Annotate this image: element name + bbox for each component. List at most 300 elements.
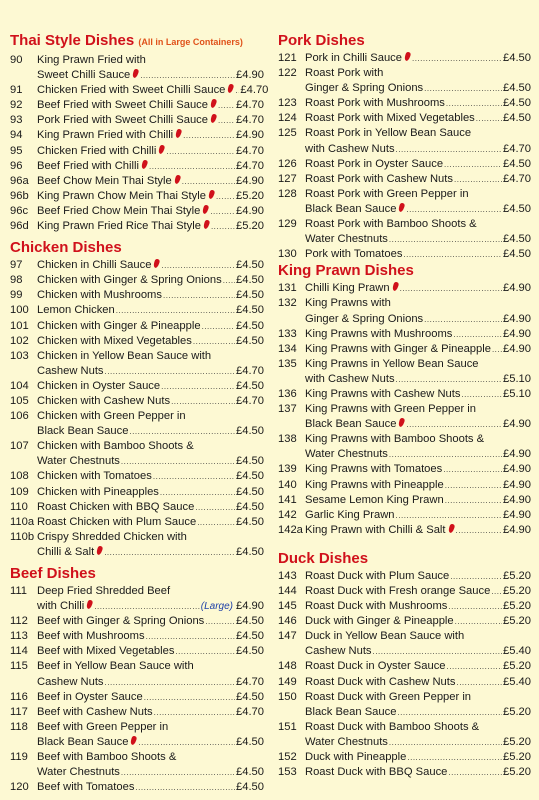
item-body [305,157,531,172]
item-price: £4.50 [503,82,531,95]
item-body [37,780,264,795]
item-name: Chicken with Ginger & Spring Onions [37,274,222,287]
item-name: Chicken with Bamboo Shoots & [37,440,194,453]
item-line [37,273,264,288]
item-body [37,204,264,219]
leader-dots [216,189,235,204]
item-price: £4.90 [503,478,531,491]
item-name: Roast Duck with Fresh orange Sauce [305,585,491,597]
menu-item [10,113,264,128]
chilli-icon [202,204,210,214]
item-body [305,569,531,584]
menu-item [10,379,264,394]
item-body [305,342,531,357]
item-body [305,765,531,780]
item-number: 101 [10,319,29,332]
item-name: Deep Fried Shredded Beef [37,585,171,597]
item-line [305,750,531,765]
item-name: Beef in Yellow Bean Sauce with [37,660,194,673]
menu-item [278,357,531,387]
leader-dots [403,247,502,262]
chilli-icon [141,159,149,169]
item-body [305,126,531,156]
item-line [37,750,264,765]
item-number: 128 [278,187,297,200]
item-number: 107 [10,440,29,453]
item-number: 112 [10,615,28,628]
item-body [37,720,264,750]
leader-dots [444,157,502,172]
item-number: 127 [278,172,297,185]
leader-dots [166,144,235,159]
item-number: 135 [278,357,297,370]
item-number: 153 [278,766,297,779]
leader-dots [424,312,502,327]
item-name: Pork in Chilli Sauce [305,52,403,64]
item-name: King Prawns with Cashew Nuts [305,387,461,400]
item-number: 147 [278,630,297,643]
leader-dots [492,342,502,357]
item-body [305,720,531,750]
item-name: King Prawns with Ginger & Pineapple [305,342,491,355]
item-name: King Prawns with [305,297,391,310]
chilli-icon [86,600,94,610]
item-name-cont: Water Chestnuts [305,233,388,246]
section-thai [10,32,269,234]
item-price: £4.50 [236,630,264,643]
item-number: 95 [10,144,23,157]
item-price: £4.50 [236,645,264,658]
menu-item [278,387,531,402]
item-name: Roast Pork with [305,67,384,80]
item-body [305,659,531,674]
item-name-cont: Cashew Nuts [305,645,372,658]
item-price: £4.90 [503,327,531,340]
item-body [37,485,264,500]
chilli-icon [203,219,211,229]
leader-dots [389,232,502,247]
item-body [37,750,264,780]
chilli-icon [398,418,406,428]
chilli-icon [132,69,140,79]
item-price: £5.20 [503,751,531,764]
leader-dots [396,142,502,157]
menu-item [278,478,531,493]
item-price: £4.50 [236,781,264,794]
item-line [305,187,531,202]
leader-dots [445,478,502,493]
item-body [37,500,264,515]
item-number: 142a [278,523,303,536]
item-line [305,735,531,750]
item-line [37,780,264,795]
item-name: King Prawns with Pineapple [305,478,444,491]
item-number: 152 [278,751,297,764]
section-note: (All in Large Containers) [138,37,243,47]
item-number: 113 [10,630,28,643]
menu-item [278,111,531,126]
item-body [305,187,531,217]
item-name: Chicken Fried with Chilli [37,144,157,157]
item-line [305,629,531,644]
item-line [37,705,264,720]
item-line [305,81,531,96]
item-name: Beef with Bamboo Shoots & [37,751,177,764]
item-number: 100 [10,304,29,317]
leader-dots [447,659,502,674]
item-name: King Prawn Fried with [37,54,146,66]
item-price: £4.90 [236,204,264,217]
menu-item [10,439,264,469]
item-line [305,675,531,690]
item-body [37,644,264,659]
item-body [305,584,531,599]
item-line [37,113,264,128]
menu-item [278,157,531,172]
item-price: £4.50 [236,334,264,347]
item-line [37,439,264,454]
item-price: £4.50 [236,766,264,779]
item-price: £4.70 [236,364,264,377]
item-name: Chicken in Chilli Sauce [37,259,152,272]
chilli-icon [391,282,399,292]
menu-item [278,247,531,262]
leader-dots [116,303,235,318]
leader-dots [223,273,235,288]
item-price: £4.90 [503,342,531,355]
item-body [305,327,531,342]
item-name-cont: with Cashew Nuts [305,372,395,385]
menu-item [278,659,531,674]
item-name: Roast Chicken with BBQ Sauce [37,500,195,513]
item-body [37,705,264,720]
item-line [37,219,264,234]
chilli-icon [208,189,216,199]
item-number: 99 [10,289,23,302]
item-body [37,83,269,98]
item-body [37,174,264,189]
item-body [37,113,264,128]
chilli-icon [210,99,218,109]
item-name-cont: Black Bean Sauce [305,705,397,718]
item-line [305,96,531,111]
menu-item [10,189,264,204]
item-price: £4.50 [503,202,531,215]
item-name: Roast Duck with BBQ Sauce [305,766,448,779]
item-price: £4.50 [236,500,264,513]
item-body [37,273,264,288]
menu-item [10,750,264,780]
leader-dots [161,379,235,394]
item-number: 132 [278,297,297,310]
item-name: King Prawns in Yellow Bean Sauce [305,357,479,370]
item-body [37,530,264,560]
item-price: £5.20 [503,569,531,582]
item-line [305,126,531,141]
item-name: Chicken in Oyster Sauce [37,379,161,392]
leader-dots [373,644,502,659]
leader-dots [140,68,235,83]
item-name: Roast Pork with Bamboo Shoots & [305,218,477,231]
item-body [37,614,264,629]
item-line [37,500,264,515]
item-name: King Prawns with Bamboo Shoots & [305,433,485,446]
item-name: Sesame Lemon King Prawn [305,493,444,506]
menu-item [278,675,531,690]
item-line [305,508,531,523]
menu-item [10,98,264,113]
item-number: 144 [278,585,297,597]
item-line [305,584,531,599]
leader-dots [448,765,502,780]
item-name: Chicken in Yellow Bean Sauce with [37,349,212,362]
item-name: Chicken with Ginger & Pineapple [37,319,201,332]
leader-dots [121,454,235,469]
menu-item [278,217,531,247]
leader-dots [121,765,235,780]
item-body [37,159,264,174]
item-line [37,485,264,500]
leader-dots [448,599,502,614]
item-name: Lemon Chicken [37,304,115,317]
item-price: £4.90 [236,69,264,82]
chilli-icon [173,174,181,184]
item-body [37,349,264,379]
item-body [305,387,531,402]
leader-dots [424,81,502,96]
item-name: Chicken with Pineapples [37,485,159,498]
leader-dots [171,394,235,409]
menu-item [278,432,531,462]
item-line [305,232,531,247]
item-price: £4.90 [503,523,531,536]
leader-dots [149,159,235,174]
item-name: Beef with Tomatoes [37,781,135,794]
item-line [305,387,531,402]
chilli-icon [398,202,406,212]
item-line [37,675,264,690]
menu-item [278,765,531,780]
item-body [37,394,264,409]
item-name: Roast Pork with Mushrooms [305,97,445,110]
item-price: £5.20 [503,660,531,673]
menu-item [278,493,531,508]
section-duck [278,550,531,780]
menu-item [278,342,531,357]
leader-dots [397,705,502,720]
item-name: Beef Fried with Sweet Chilli Sauce [37,99,208,112]
item-number: 91 [10,84,23,97]
item-line [37,614,264,629]
item-price: £4.90 [503,418,531,431]
item-line [305,720,531,735]
item-line [37,735,264,750]
menu-item [278,584,531,599]
item-name-cont: Water Chestnuts [305,735,388,748]
item-number: 129 [278,218,297,231]
item-price: £4.50 [503,97,531,110]
chilli-icon [447,523,455,533]
item-body [37,439,264,469]
item-name-cont: Water Chestnuts [37,455,120,468]
leader-dots [476,111,502,126]
item-line [305,357,531,372]
item-price: £5.20 [503,766,531,779]
item-price: £5.10 [503,372,531,385]
item-number: 90 [10,54,23,66]
menu-item [278,569,531,584]
item-line [305,217,531,232]
item-name-cont: Ginger & Spring Onions [305,312,424,325]
item-body [305,690,531,720]
item-price: £4.70 [236,159,264,172]
leader-dots [396,372,502,387]
leader-dots [443,462,502,477]
item-line [305,432,531,447]
item-line [37,629,264,644]
item-name: Roast Pork with Green Pepper in [305,187,469,200]
item-name-cont: Cashew Nuts [37,364,104,377]
item-body [37,515,264,530]
item-price: £4.50 [236,274,264,287]
item-line [37,288,264,303]
leader-dots [454,172,502,187]
section-heading: Chicken Dishes [10,239,122,257]
menu-item [10,53,264,83]
item-body [305,599,531,614]
item-name: Roast Chicken with Plum Sauce [37,515,197,528]
item-line [305,599,531,614]
item-body [305,432,531,462]
item-number: 96a [10,174,29,187]
leader-dots [235,83,239,98]
leader-dots [197,515,235,530]
leader-dots [445,493,502,508]
item-name: Pork Fried with Sweet Chilli Sauce [37,114,208,127]
menu-item [278,96,531,111]
item-price: £4.90 [503,508,531,521]
item-number: 106 [10,410,29,423]
item-price: £4.90 [236,600,264,613]
item-line [37,379,264,394]
item-name: King Prawns with Tomatoes [305,463,443,476]
menu-item [278,629,531,659]
item-number: 115 [10,660,28,673]
item-number: 139 [278,463,297,476]
leader-dots [202,319,235,334]
item-line [305,66,531,81]
item-number: 142 [278,508,297,521]
item-line [37,409,264,424]
item-number: 92 [10,99,23,112]
item-line [37,159,264,174]
item-name: Beef with Mixed Vegetables [37,645,175,658]
item-line [305,111,531,126]
leader-dots [456,523,502,538]
item-name: Beef Chow Mein Thai Style [37,174,172,187]
item-line [37,349,264,364]
item-number: 140 [278,478,297,491]
item-number: 109 [10,485,29,498]
item-price: £5.10 [503,387,531,400]
leader-dots [446,96,502,111]
size-qualifier: (Large) [200,601,233,613]
item-line [37,584,264,599]
item-body [305,357,531,387]
item-name: King Prawn with Chilli & Salt [305,523,446,536]
item-body [305,66,531,96]
item-body [305,493,531,508]
section-heading: Beef Dishes [10,565,96,582]
item-line [37,334,264,349]
leader-dots [104,545,235,560]
item-line [37,364,264,379]
item-number: 104 [10,379,29,392]
item-name-cont: Black Bean Sauce [305,418,397,431]
menu-item [10,394,264,409]
item-number: 97 [10,259,23,272]
item-line [305,327,531,342]
leader-dots [105,364,235,379]
menu-item [10,128,264,143]
menu-item [10,303,264,318]
item-line [305,523,531,538]
chilli-icon [130,735,138,745]
item-line [305,447,531,462]
leader-dots [407,750,502,765]
item-body [37,690,264,705]
item-line [305,690,531,705]
item-name: Beef with Mushrooms [37,630,145,643]
item-name: Beef with Cashew Nuts [37,705,153,718]
chilli-icon [158,144,166,154]
leader-dots [218,113,235,128]
menu-item [278,402,531,432]
item-price: £4.70 [236,705,264,718]
item-name-cont: Chilli & Salt [37,545,95,558]
menu-item [278,614,531,629]
item-price: £4.50 [503,157,531,170]
item-number: 110b [10,530,35,543]
item-price: £4.90 [236,174,264,187]
menu-item [10,690,264,705]
item-name: Chicken with Cashew Nuts [37,394,171,407]
menu-item [278,523,531,538]
item-body [37,334,264,349]
item-name: Chilli King Prawn [305,282,390,295]
chilli-icon [175,129,183,139]
item-name: Garlic King Prawn [305,508,395,521]
item-name: Pork with Tomatoes [305,248,403,261]
item-name: Roast Pork in Oyster Sauce [305,157,444,170]
leader-dots [144,690,235,705]
item-name-cont: Black Bean Sauce [305,202,397,215]
item-name: Chicken with Green Pepper in [37,410,186,423]
item-line [37,599,264,614]
item-body [305,281,531,296]
item-body [305,402,531,432]
item-number: 148 [278,660,297,673]
item-number: 124 [278,112,297,125]
item-line [37,98,264,113]
item-name: Roast Duck with Cashew Nuts [305,675,456,688]
item-number: 123 [278,97,297,110]
item-body [37,53,264,83]
item-line [37,690,264,705]
leader-dots [105,675,235,690]
item-line [37,469,264,484]
item-line [305,247,531,262]
